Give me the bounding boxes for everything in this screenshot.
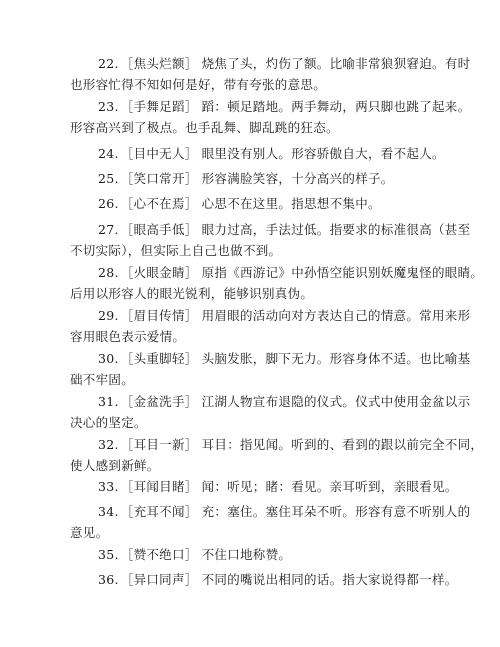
idiom-term: ［目中无人］ [120, 146, 198, 161]
entry-first-line [70, 219, 471, 240]
idiom-term: ［耳闻目睹］ [120, 479, 198, 494]
entry-first-line [70, 305, 471, 326]
entry-number: 32. [98, 437, 119, 452]
entry-first-line [70, 262, 484, 283]
idiom-term: ［耳目一新］ [120, 437, 198, 452]
entry-first-line [70, 476, 458, 497]
idiom-term: ［异口同声］ [120, 572, 198, 587]
definition-text: 原指《西游记》中孙悟空能识别妖魔鬼怪的眼睛。 [201, 265, 484, 280]
idiom-entry-26 [70, 193, 430, 214]
definition-text: 头脑发胀，脚下无力。形容身体不适。也比喻基 [201, 351, 471, 366]
idiom-term: ［金盆洗手］ [120, 394, 198, 409]
idiom-entry-32 [70, 434, 484, 476]
entry-number: 25. [98, 171, 119, 186]
entry-first-line [70, 348, 471, 369]
entry-first-line [70, 193, 430, 214]
definition-continuation: 形容高兴到了极点。也手乱舞、脚乱跳的狂态。 [70, 120, 339, 135]
definition-continuation: 容用眼色表示爱情。 [70, 329, 186, 344]
entry-number: 33. [98, 479, 119, 494]
entry-number: 35. [98, 547, 119, 562]
idiom-term: ［手舞足蹈］ [120, 99, 198, 114]
entry-first-line [70, 143, 445, 164]
idiom-term: ［笑口常开］ [120, 171, 198, 186]
idiom-term: ［焦头烂额］ [120, 56, 198, 71]
idiom-term: ［赞不绝口］ [120, 547, 198, 562]
idiom-term: ［心不在焉］ [120, 196, 198, 211]
entry-number: 29. [98, 308, 119, 323]
entry-number: 28. [98, 265, 119, 280]
idiom-term: ［充耳不闻］ [120, 504, 198, 519]
entry-first-line [70, 53, 471, 74]
entry-number: 23. [98, 99, 119, 114]
idiom-entry-27 [70, 219, 471, 261]
definition-text: 形容满脸笑容，十分高兴的样子。 [201, 171, 394, 186]
definition-text: 眼力过高，手法过低。指要求的标准很高（甚至 [201, 222, 471, 237]
idiom-entry-24 [70, 143, 445, 164]
idiom-entry-23 [70, 96, 471, 138]
definition-continuation: 意见。 [70, 525, 109, 540]
entry-first-line [70, 96, 471, 117]
idiom-term: ［眉目传情］ [120, 308, 198, 323]
idiom-entry-29 [70, 305, 471, 347]
entry-first-line [70, 391, 471, 412]
entry-first-line [70, 569, 458, 590]
idiom-entry-33 [70, 476, 458, 497]
definition-continuation: 也形容忙得不知如何是好，带有夸张的意思。 [70, 77, 327, 92]
entry-number: 34. [98, 504, 119, 519]
definition-continuation: 决心的坚定。 [70, 415, 147, 430]
idiom-entry-35 [70, 544, 430, 565]
idiom-term: ［眼高手低］ [120, 222, 198, 237]
definition-continuation: 使人感到新鲜。 [70, 458, 160, 473]
entry-number: 30. [98, 351, 119, 366]
definition-text: 江湖人物宣布退隐的仪式。仪式中使用金盆以示 [201, 394, 471, 409]
idiom-entry-28 [70, 262, 484, 304]
entry-first-line [70, 501, 471, 522]
definition-text: 闻：听见；睹：看见。亲耳听到，亲眼看见。 [201, 479, 458, 494]
definition-text: 不住口地称赞。 [201, 547, 292, 562]
entry-number: 22. [98, 56, 119, 71]
entry-number: 36. [98, 572, 119, 587]
definition-text: 眼里没有别人。形容骄傲自大，看不起人。 [201, 146, 445, 161]
definition-text: 耳目：指见闻。听到的、看到的跟以前完全不同， [201, 437, 484, 452]
idiom-entry-25 [70, 168, 430, 189]
entry-number: 24. [98, 146, 119, 161]
entry-number: 27. [98, 222, 119, 237]
definition-text: 心思不在这里。指思想不集中。 [201, 196, 381, 211]
idiom-entry-30 [70, 348, 471, 390]
entry-number: 31. [98, 394, 119, 409]
entry-first-line [70, 434, 484, 455]
definition-text: 烧焦了头，灼伤了额。比喻非常狼狈窘迫。有时 [201, 56, 471, 71]
idiom-entry-36 [70, 569, 458, 590]
entry-number: 26. [98, 196, 119, 211]
definition-continuation: 不切实际），但实际上自己也做不到。 [70, 243, 282, 258]
definition-text: 充：塞住。塞住耳朵不听。形容有意不听别人的 [201, 504, 471, 519]
idiom-entry-31 [70, 391, 471, 433]
definition-continuation: 后用以形容人的眼光锐利，能够识别真伪。 [70, 286, 314, 301]
definition-text: 蹈：顿足踏地。两手舞动，两只脚也跳了起来。 [201, 99, 471, 114]
definition-continuation: 础不牢固。 [70, 372, 135, 387]
idiom-entry-22 [70, 53, 471, 95]
definition-text: 用眉眼的活动向对方表达自己的情意。常用来形 [201, 308, 471, 323]
idiom-entry-34 [70, 501, 471, 543]
definition-text: 不同的嘴说出相同的话。指大家说得都一样。 [201, 572, 458, 587]
idiom-term: ［火眼金睛］ [120, 265, 198, 280]
idiom-term: ［头重脚轻］ [120, 351, 198, 366]
entry-first-line [70, 544, 430, 565]
entry-first-line [70, 168, 430, 189]
